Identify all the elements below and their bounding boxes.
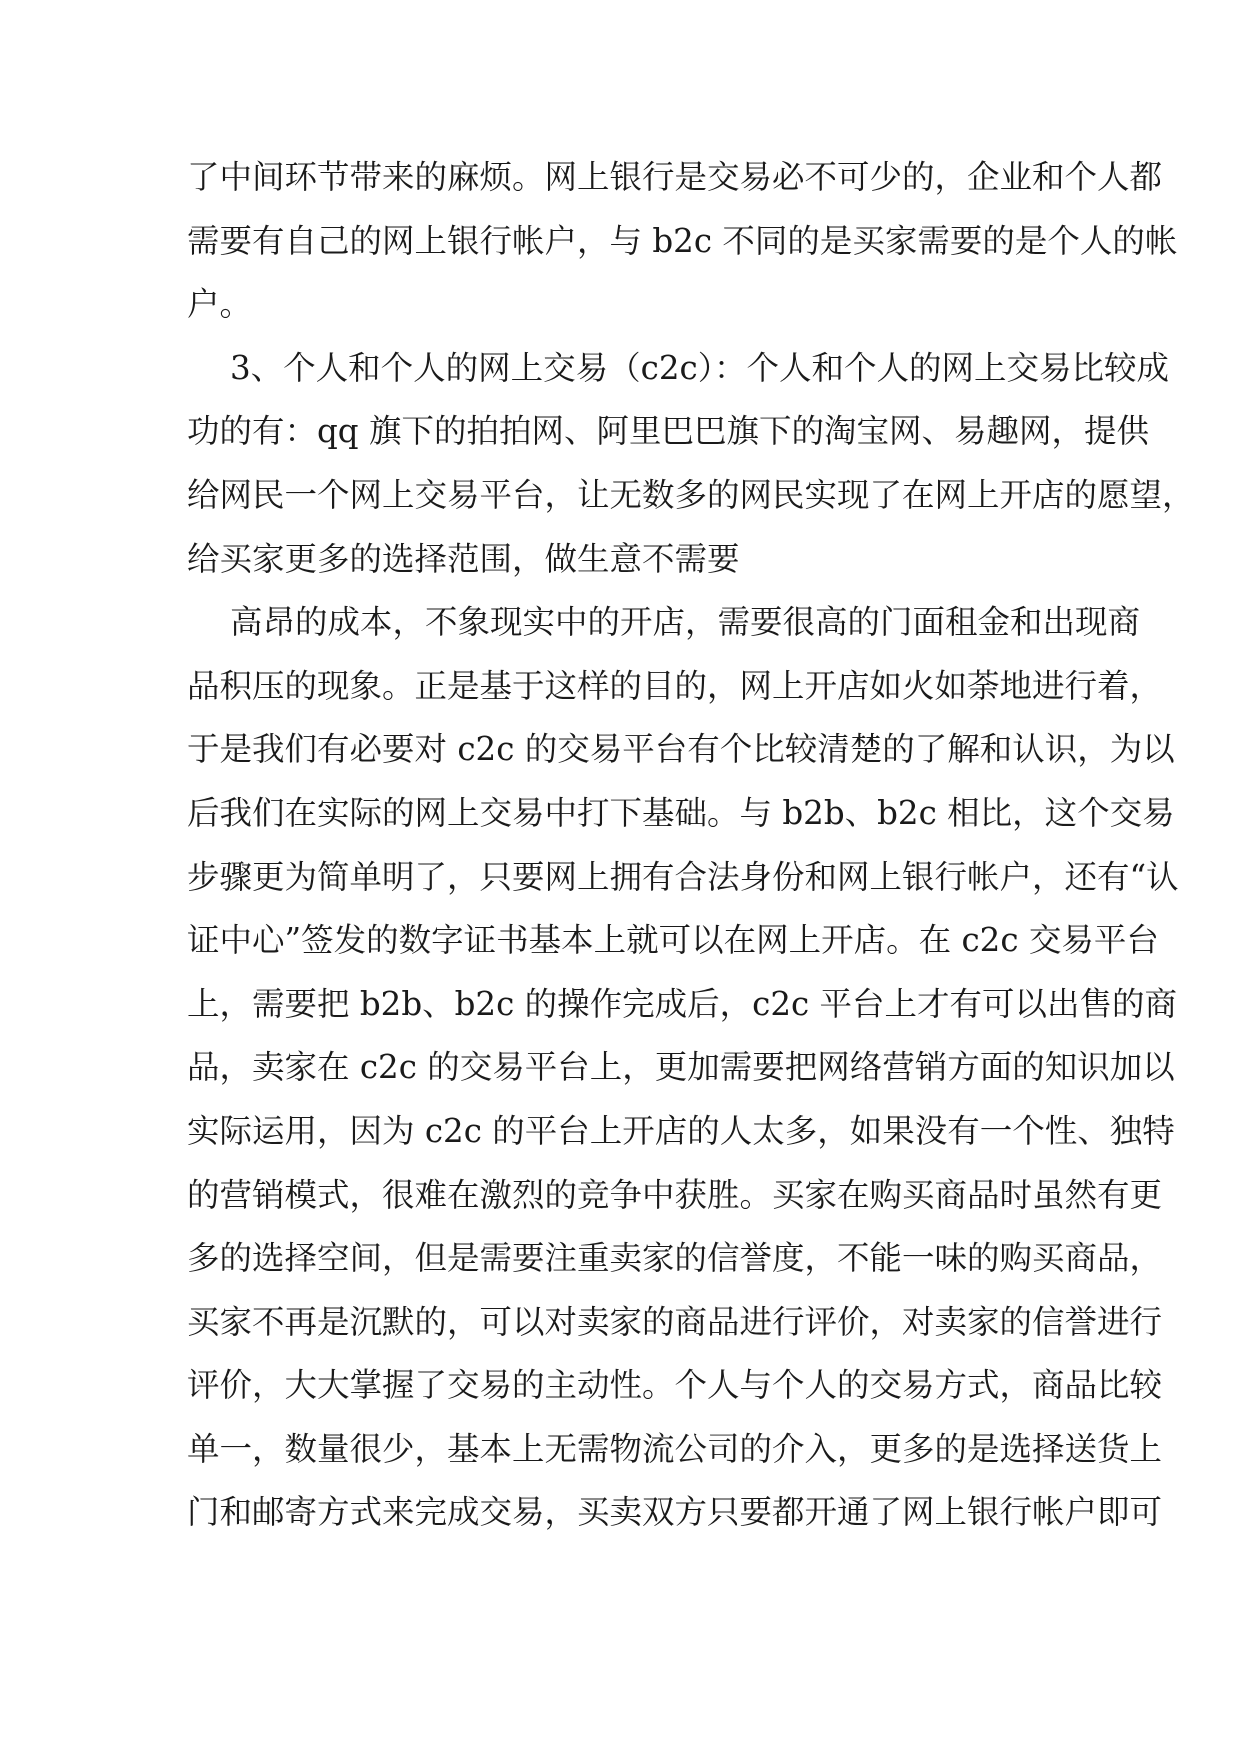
text-line: 于是我们有必要对 c2c 的交易平台有个比较清楚的了解和认识，为以 (187, 730, 1175, 769)
text-line: 上，需要把 b2b、b2c 的操作完成后，c2c 平台上才有可以出售的商 (187, 984, 1178, 1023)
text-line: 了中间环节带来的麻烦。网上银行是交易必不可少的，企业和个人都 (187, 158, 1163, 196)
text-line: 品，卖家在 c2c 的交易平台上，更加需要把网络营销方面的知识加以 (187, 1048, 1175, 1087)
text-line: 门和邮寄方式来完成交易，买卖双方只要都开通了网上银行帐户即可 (187, 1493, 1163, 1532)
text-line: 实际运用，因为 c2c 的平台上开店的人太多，如果没有一个性、独特 (187, 1111, 1175, 1150)
text-line: 需要有自己的网上银行帐户，与 b2c 不同的是买家需要的是个人的帐 (187, 221, 1178, 260)
text-line: 评价，大大掌握了交易的主动性。个人与个人的交易方式，商品比较 (187, 1366, 1163, 1405)
text-line: 单一，数量很少，基本上无需物流公司的介入，更多的是选择送货上 (187, 1429, 1163, 1468)
text-line: 给买家更多的选择范围，做生意不需要 (187, 539, 740, 578)
text-line: 的营销模式，很难在激烈的竞争中获胜。买家在购买商品时虽然有更 (187, 1175, 1163, 1214)
document-body (187, 146, 1195, 1545)
text-line: 3、个人和个人的网上交易（c2c）：个人和个人的网上交易比较成 (230, 348, 1170, 387)
text-line: 功的有：qq 旗下的拍拍网、阿里巴巴旗下的淘宝网、易趣网，提供 (187, 412, 1149, 451)
text-line: 给网民一个网上交易平台，让无数多的网民实现了在网上开店的愿望， (187, 475, 1195, 514)
text-line: 步骤更为简单明了，只要网上拥有合法身份和网上银行帐户，还有“认 (187, 857, 1179, 896)
text-line: 多的选择空间，但是需要注重卖家的信誉度，不能一味的购买商品， (187, 1239, 1163, 1278)
text-line: 户。 (187, 285, 253, 324)
text-line: 证中心”签发的数字证书基本上就可以在网上开店。在 c2c 交易平台 (187, 921, 1159, 960)
text-line: 高昂的成本，不象现实中的开店，需要很高的门面租金和出现商 (230, 603, 1141, 642)
text-line: 买家不再是沉默的，可以对卖家的商品进行评价，对卖家的信誉进行 (187, 1302, 1163, 1341)
text-line: 后我们在实际的网上交易中打下基础。与 b2b、b2c 相比，这个交易 (187, 793, 1175, 832)
text-line: 品积压的现象。正是基于这样的目的，网上开店如火如荼地进行着， (187, 666, 1163, 705)
